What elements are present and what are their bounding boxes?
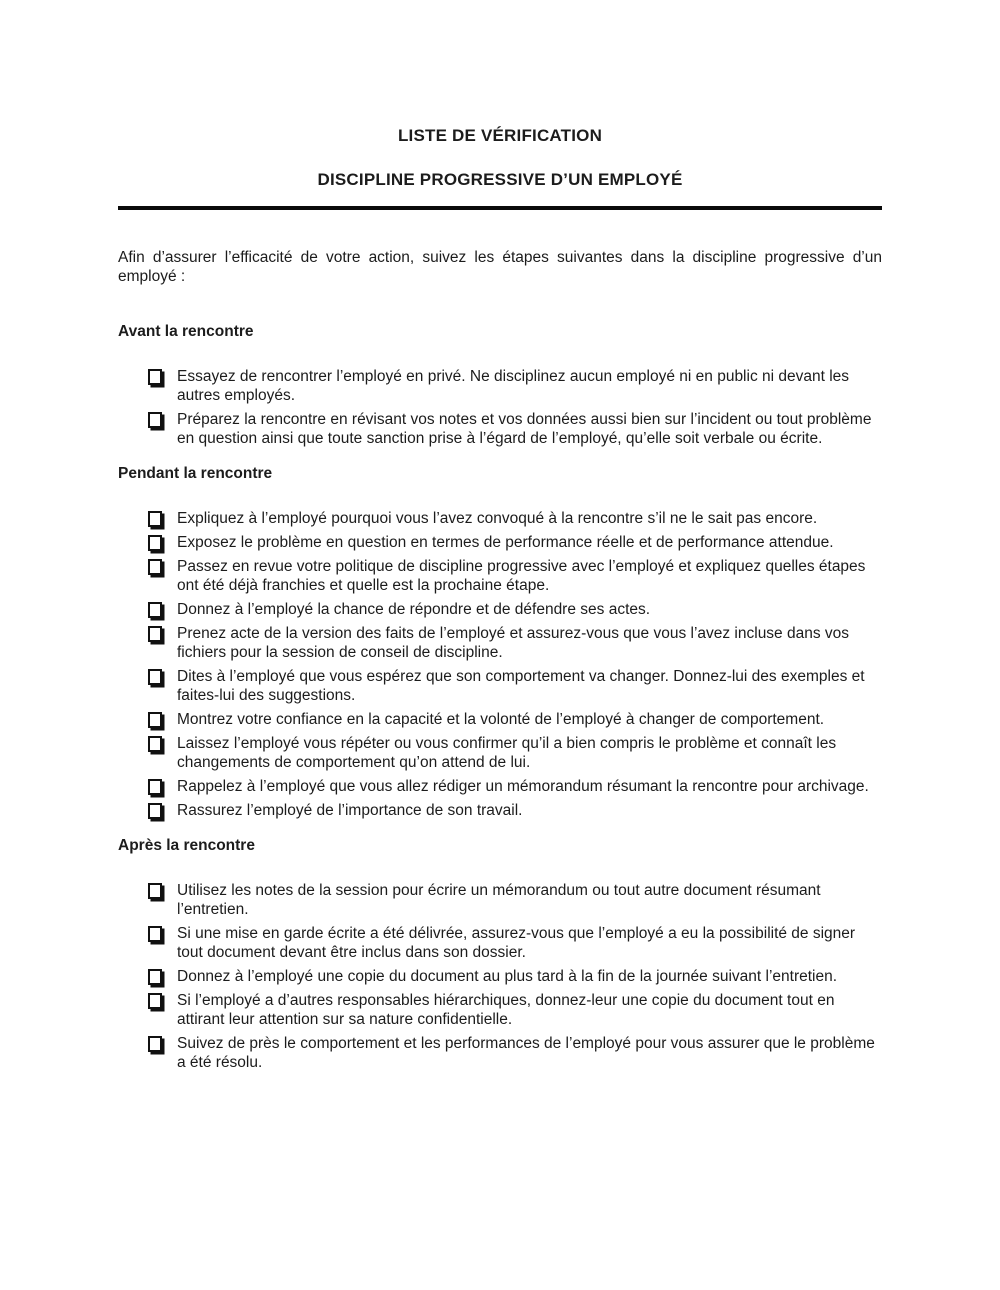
checklist-item-text: Si une mise en garde écrite a été délivrée, assurez-vous que l’employé a eu la possibilité de signer tout document devant être inclus dans son dossier. [177,925,856,961]
checklist-item-text: Donnez à l’employé la chance de répondre et de défendre ses actes. [177,601,651,618]
checklist-item [148,777,882,796]
checklist-item-text: Exposez le problème en question en termes de performance réelle et de performance attendue. [177,534,834,551]
checkbox-icon [148,712,162,728]
checklist-item-text: Préparez la rencontre en révisant vos notes et vos données aussi bien sur l’incident ou tout problème en question ainsi que toute sanction prise à l’égard de l’employé, qu’elle soit verbale ou écrite. [177,411,872,447]
checkbox-icon [148,969,162,985]
checkbox-icon [148,535,162,551]
checklist-item [148,667,882,705]
checklist-item [148,367,882,405]
checklist-item [148,967,882,986]
checklist-item [148,624,882,662]
checklist-item [148,924,882,962]
checkbox-icon [148,883,162,899]
checklist-item-text: Utilisez les notes de la session pour écrire un mémorandum ou tout autre document résumant l’entretien. [177,882,821,918]
section-avant-la-rencontre [118,322,882,448]
checklist-item [148,801,882,820]
checklist-item-text: Passez en revue votre politique de discipline progressive avec l’employé et expliquez quelles étapes ont été déjà franchies et quelle est la prochaine étape. [177,558,866,594]
section-heading: Avant la rencontre [118,323,254,340]
document-subtitle: DISCIPLINE PROGRESSIVE D’UN EMPLOYÉ [317,170,683,189]
checkbox-icon [148,369,162,385]
checklist-item [148,991,882,1029]
checkbox-icon [148,926,162,942]
checklist-item [148,1034,882,1072]
checkbox-icon [148,626,162,642]
section-heading: Après la rencontre [118,837,255,854]
section-pendant-la-rencontre [118,464,882,820]
checklist [118,881,882,1072]
document-title: LISTE DE VÉRIFICATION [397,126,603,145]
checklist-item-text: Dites à l’employé que vous espérez que son comportement va changer. Donnez-lui des exemples et faites-lui des suggestions. [177,668,865,704]
checklist-item [148,509,882,528]
checklist-item-text: Suivez de près le comportement et les performances de l’employé pour vous assurer que le problème a été résolu. [177,1035,875,1071]
checklist-item-text: Laissez l’employé vous répéter ou vous confirmer qu’il a bien compris le problème et connaît les changements de comportement qu’on attend de lui. [177,735,837,771]
checklist-item-text: Essayez de rencontrer l’employé en privé. Ne disciplinez aucun employé ni en public ni devant les autres employés. [177,368,850,404]
checkbox-icon [148,1036,162,1052]
checkbox-icon [148,779,162,795]
checklist-item-text: Si l’employé a d’autres responsables hiérarchiques, donnez-leur une copie du document tout en attirant leur attention sur sa nature confidentielle. [177,992,835,1028]
checkbox-icon [148,803,162,819]
intro-paragraph: Afin d’assurer l’efficacité de votre action, suivez les étapes suivantes dans la discipline progressive d’un employé : [118,249,882,285]
checkbox-icon [148,736,162,752]
checkbox-icon [148,511,162,527]
checklist-item [148,533,882,552]
checklist-item-text: Donnez à l’employé une copie du document au plus tard à la fin de la journée suivant l’entretien. [177,968,838,985]
checklist [118,509,882,820]
section-heading: Pendant la rencontre [118,465,273,482]
checkbox-icon [148,412,162,428]
checklist-item [148,557,882,595]
checkbox-icon [148,669,162,685]
checklist-item [148,710,882,729]
checklist [118,367,882,448]
checklist-item-text: Rassurez l’employé de l’importance de son travail. [177,802,523,819]
checklist-item [148,881,882,919]
checklist-item-text: Rappelez à l’employé que vous allez rédiger un mémorandum résumant la rencontre pour archivage. [177,778,869,795]
checklist-item-text: Prenez acte de la version des faits de l’employé et assurez-vous que vous l’avez incluse dans vos fichiers pour la session de conseil de discipline. [177,625,850,661]
checklist-item [148,600,882,619]
checklist-item [148,410,882,448]
horizontal-rule [118,206,882,210]
checklist-item [148,734,882,772]
checklist-item-text: Montrez votre confiance en la capacité et la volonté de l’employé à changer de comportement. [177,711,825,728]
checkbox-icon [148,993,162,1009]
checklist-item-text: Expliquez à l’employé pourquoi vous l’avez convoqué à la rencontre s’il ne le sait pas encore. [177,510,818,527]
checkbox-icon [148,559,162,575]
checkbox-icon [148,602,162,618]
section-apres-la-rencontre [118,836,882,1072]
